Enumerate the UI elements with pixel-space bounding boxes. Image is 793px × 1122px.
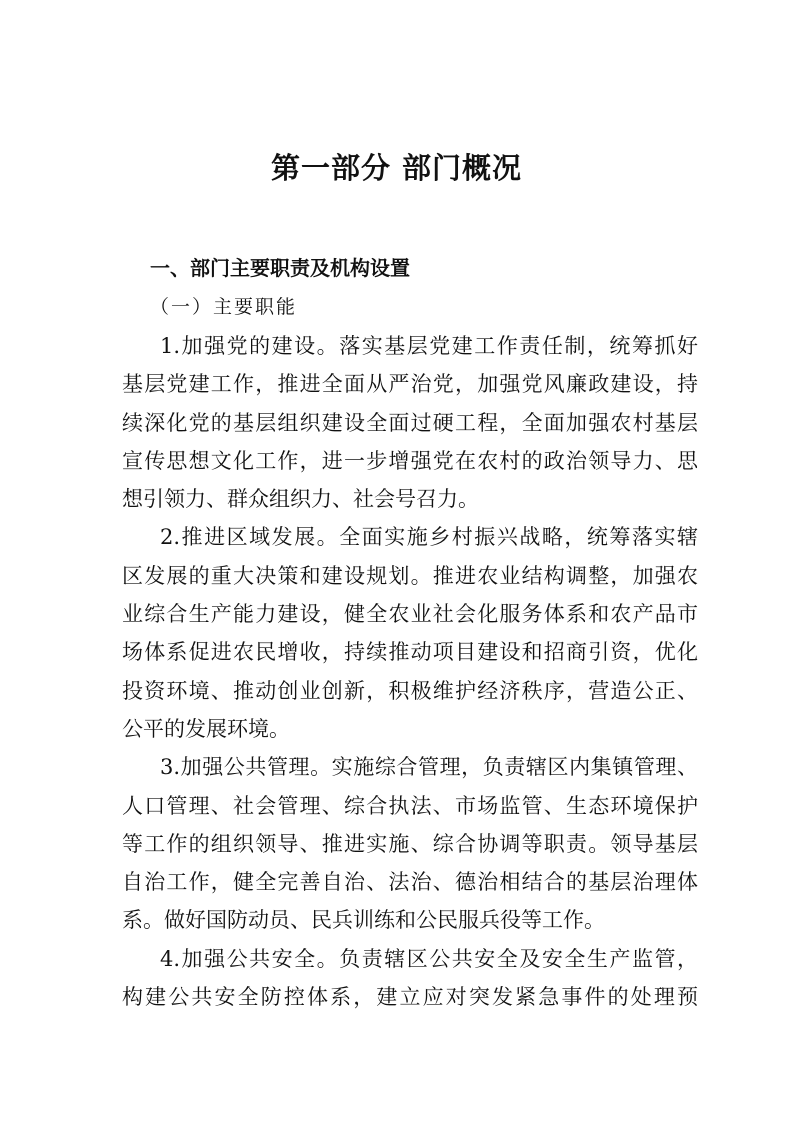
paragraph-line: 人口管理、社会管理、综合执法、市场监管、生态环境保护 [122,793,698,818]
paragraph-line: 构建公共安全防控体系，建立应对突发紧急事件的处理预 [122,985,698,1010]
paragraph-line: 宣传思想文化工作，进一步增强党在农村的政治领导力、思 [122,448,698,473]
paragraph-line: 4.加强公共安全。负责辖区公共安全及安全生产监管， [160,946,698,971]
paragraph [122,327,698,518]
paragraph-line: 3.加强公共管理。实施综合管理，负责辖区内集镇管理、 [160,755,698,780]
paragraph-line: 区发展的重大决策和建设规划。推进农业结构调整，加强农 [122,563,698,588]
section-heading: 一、部门主要职责及机构设置 [150,256,410,280]
paragraph [122,518,698,748]
paragraph-line: 业综合生产能力建设，健全农业社会化服务体系和农产品市 [122,602,698,627]
page-title: 第一部分 部门概况 [270,151,523,185]
paragraph-line: 等工作的组织领导、推进实施、综合协调等职责。领导基层 [122,831,698,856]
subsection-heading: （一）主要职能 [150,296,298,318]
paragraph-line: 场体系促进农民增收，持续推动项目建设和招商引资，优化 [122,640,698,665]
paragraph-line: 续深化党的基层组织建设全面过硬工程，全面加强农村基层 [122,410,698,435]
paragraph-line: 公平的发展环境。 [122,716,290,741]
paragraph-line: 2.推进区域发展。全面实施乡村振兴战略，统筹落实辖 [160,525,698,550]
paragraph-line: 系。做好国防动员、民兵训练和公民服兵役等工作。 [122,908,605,933]
paragraph [122,940,698,1017]
paragraph-line: 1.加强党的建设。落实基层党建工作责任制，统筹抓好 [160,334,698,358]
document-body [122,327,698,1016]
paragraph-line: 自治工作，健全完善自治、法治、德治相结合的基层治理体 [122,870,698,895]
paragraph [122,748,698,939]
paragraph-line: 投资环境、推动创业创新，积极维护经济秩序，营造公正、 [122,678,698,703]
paragraph-line: 想引领力、群众组织力、社会号召力。 [122,487,479,512]
paragraph-line: 基层党建工作，推进全面从严治党，加强党风廉政建设，持 [122,372,698,397]
